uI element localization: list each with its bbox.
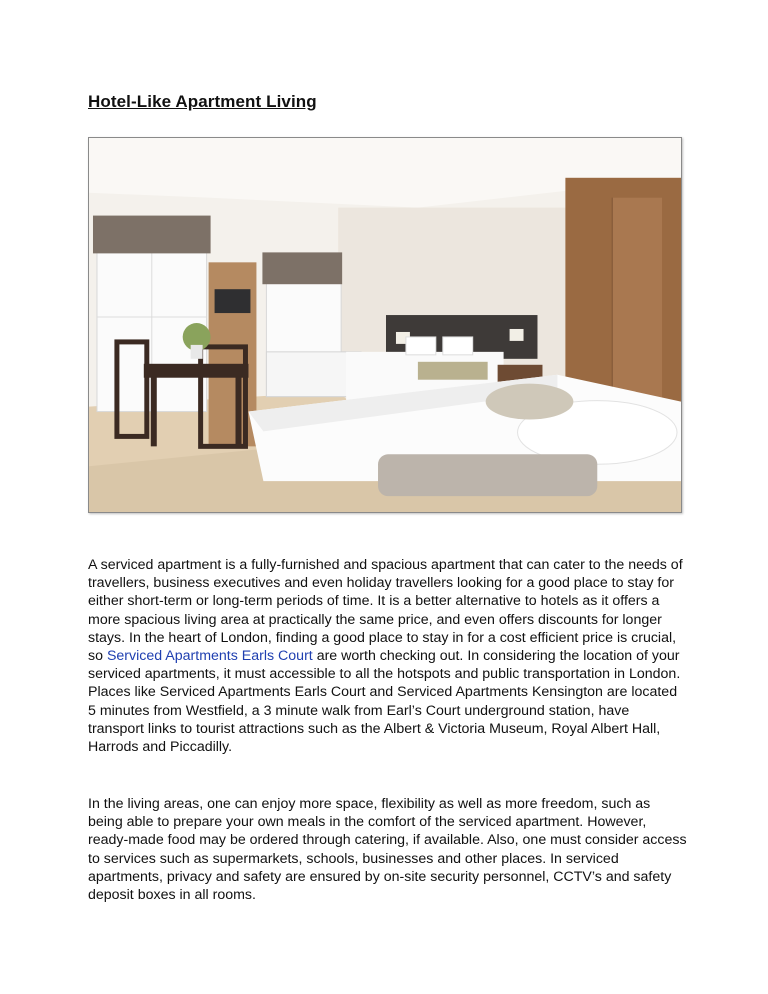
- serviced-apartments-earls-court-link[interactable]: Serviced Apartments Earls Court: [106, 648, 313, 665]
- hotel-room-photo: [88, 137, 682, 513]
- page-title: Hotel-Like Apartment Living: [88, 92, 317, 111]
- paragraph1-text-before: A serviced apartment is a fully-furnished and spacious apartment that can cater to the needs of travellers, business executives and even holiday travellers looking for a good place to stay for either short-term or long-term periods of time. It is a better alternative to hotels as it offers a more spacious living area at practically the same price, and even offers discounts for longer stays. In the heart of London, finding a good place to stay in for a cost efficient price is crucial, so: [88, 557, 683, 665]
- paragraph1-text-after: are worth checking out. In considering the location of your serviced apartments, it must accessible to all the hotspots and public transportation in London. Places like Serviced Apartments Earls Court and Serviced Apartments Kensington are located 5 minutes from Westfield, a 3 minute walk from Earl’s Court underground station, have transport links to tourist attractions such as the Albert & Victoria Museum, Royal Albert Hall, Harrods and Piccadilly.: [88, 648, 681, 756]
- hotel-room-illustration: [89, 138, 681, 512]
- paragraph-serviced-apartments: [88, 556, 688, 756]
- paragraph-living-areas: In the living areas, one can enjoy more space, flexibility as well as more freedom, such as being able to prepare your own meals in the comfort of the serviced apartment. However, ready-made food may be ordered through catering, if available. Also, one must consider access to services such as supermarkets, schools, businesses and other places. In serviced apartments, privacy and safety are ensured by on-site security personnel, CCTV’s and safety deposit boxes in all rooms.: [88, 796, 687, 904]
